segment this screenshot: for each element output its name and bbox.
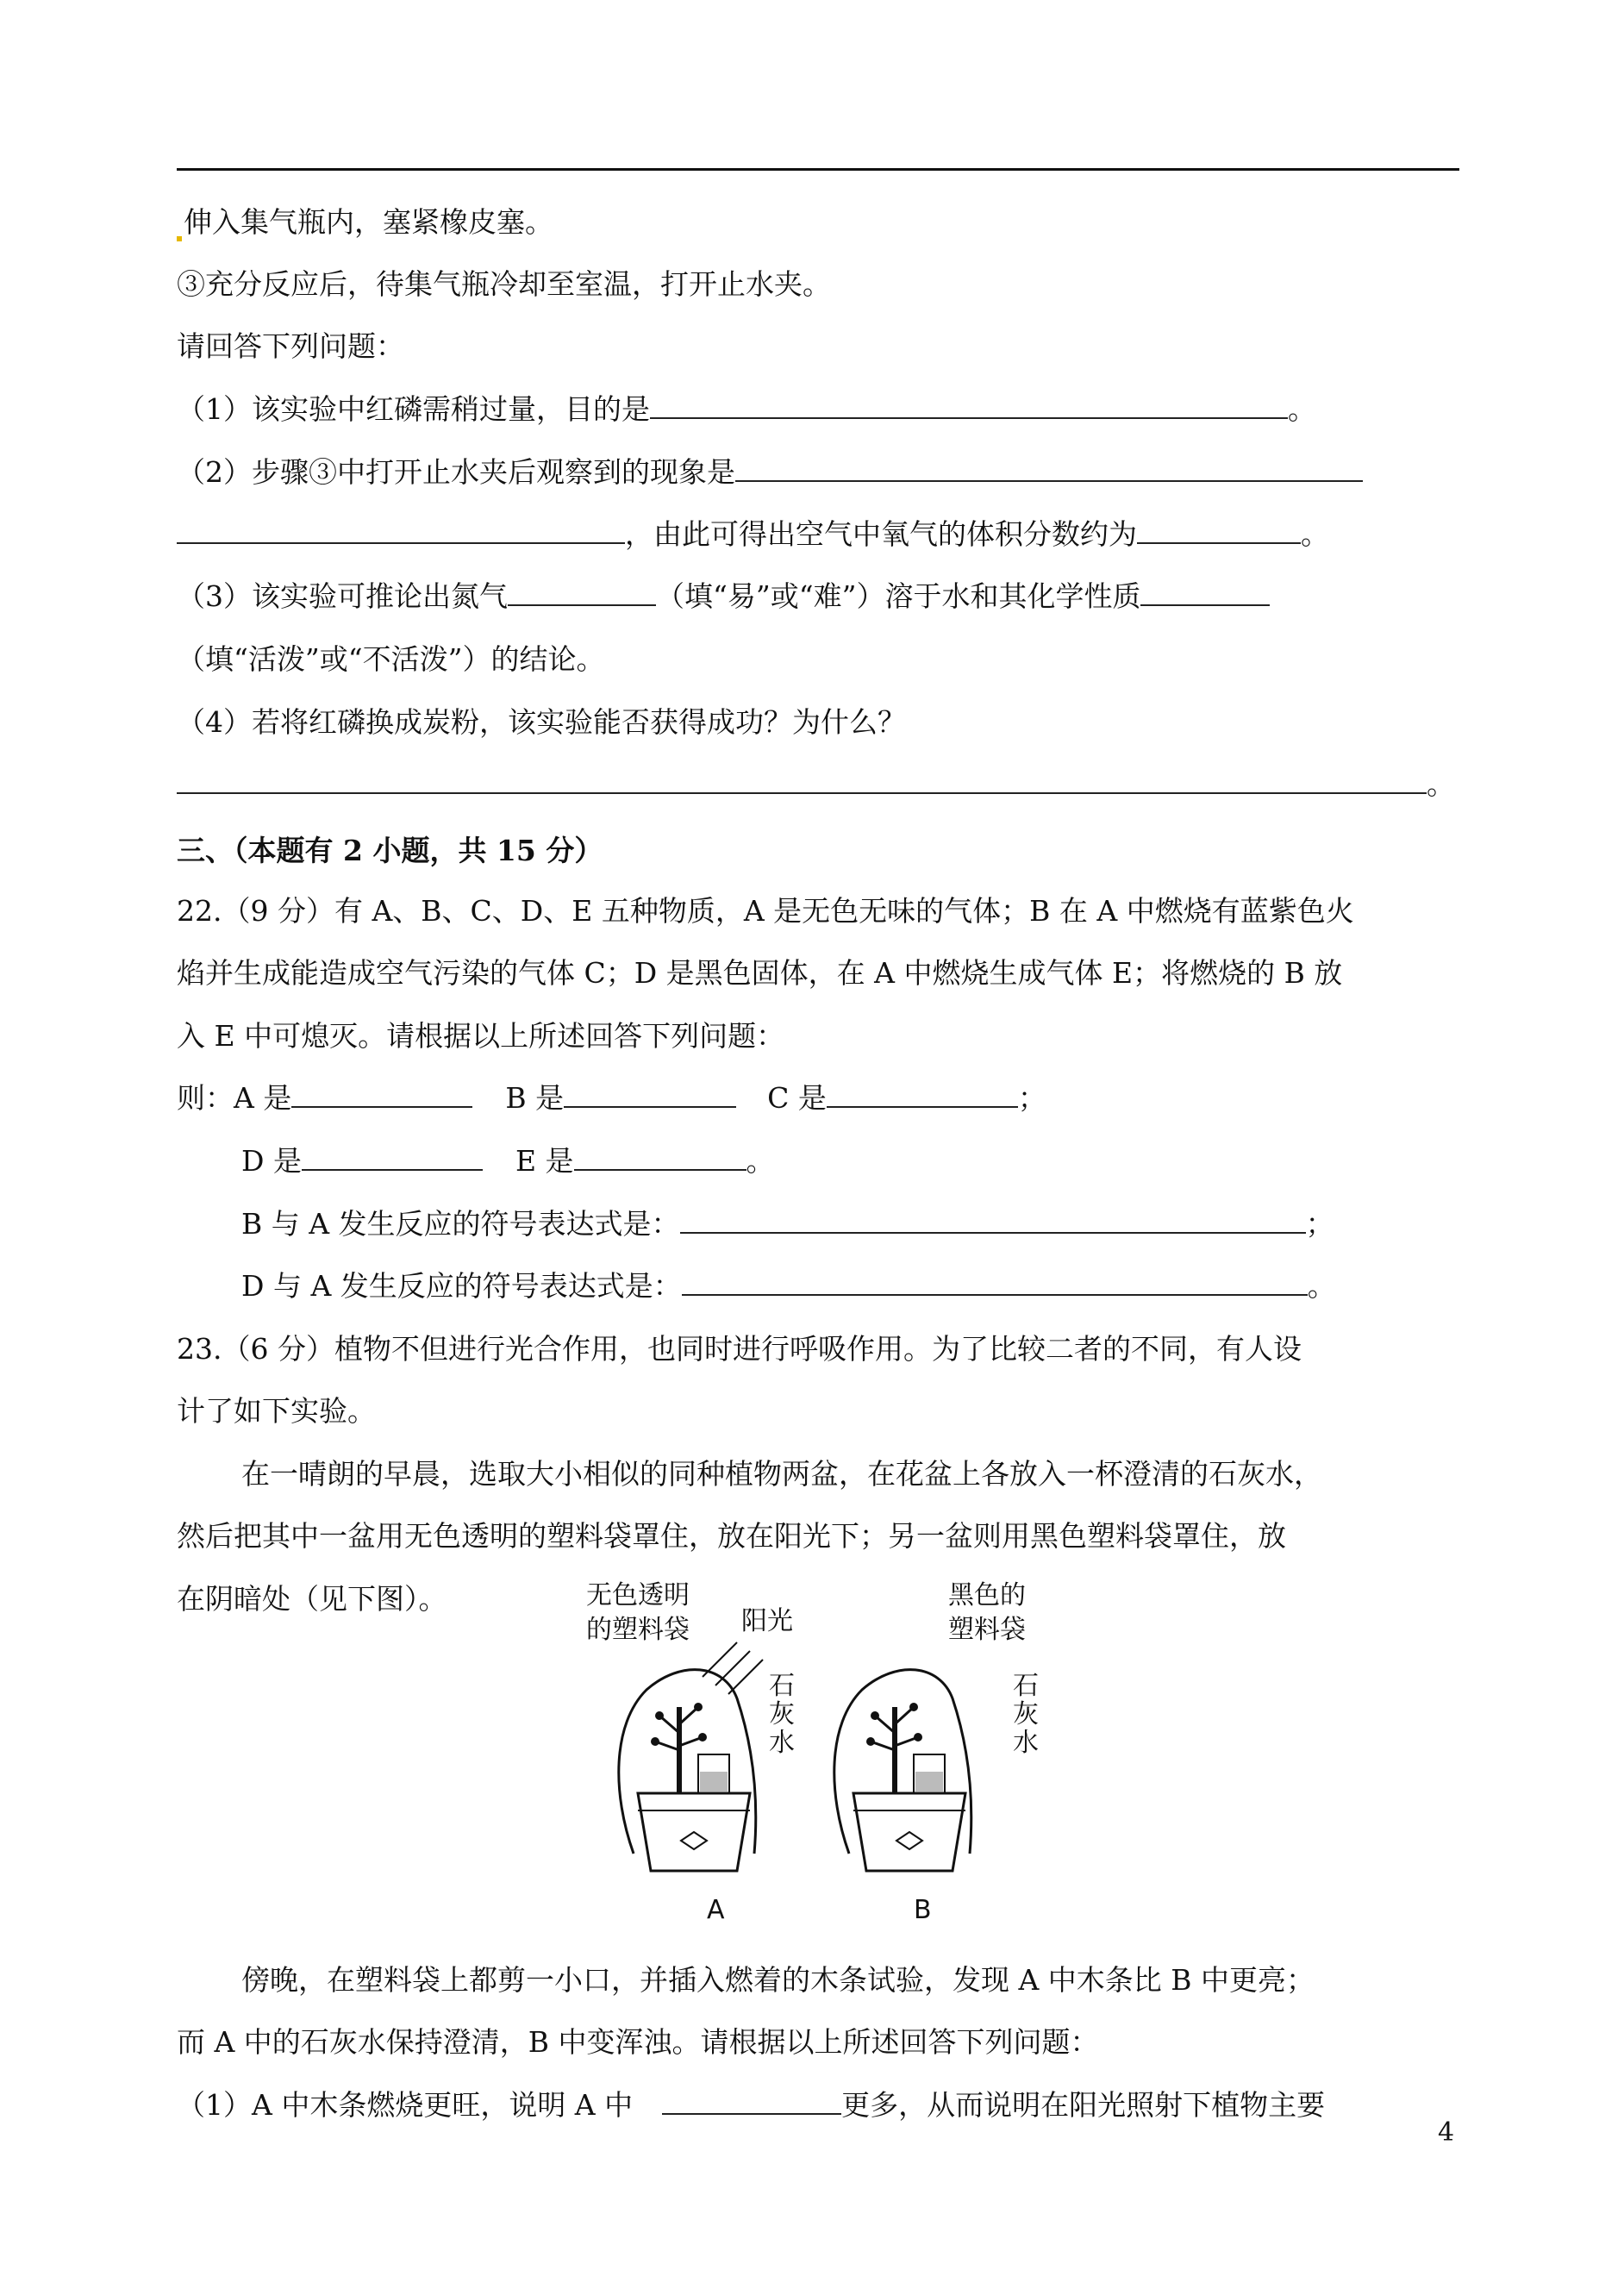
answer-blank[interactable] (662, 2087, 841, 2115)
punctuation: 。 (746, 1144, 775, 1178)
question-2 (177, 453, 1363, 491)
question-23-1 (177, 2086, 1325, 2124)
question-text: （2）步骤③中打开止水夹后观察到的现象是 (177, 455, 735, 489)
question-text: （3）该实验可推论出氮气 (177, 579, 508, 613)
punctuation: ； (1017, 1081, 1046, 1115)
answer-row-abc (177, 1079, 1046, 1117)
label-lime-a-2: 灰 (769, 1699, 795, 1729)
answer-blank[interactable] (1140, 578, 1270, 606)
equation-label: B 与 A 发生反应的符号表达式是： (241, 1207, 680, 1241)
header-rule (177, 168, 1459, 171)
punctuation: 。 (1288, 392, 1316, 426)
text-line: 入 E 中可熄灭。请根据以上所述回答下列问题： (177, 1019, 785, 1053)
label-sunlight: 阳光 (741, 1606, 793, 1636)
answer-label-a: 则：A 是 (177, 1081, 292, 1115)
label-b: B (914, 1895, 932, 1923)
question-text: （1）A 中木条燃烧更旺，说明 A 中 (177, 2088, 634, 2122)
text-line: 焰并生成能造成空气污染的气体 C；D 是黑色固体，在 A 中燃烧生成气体 E；将燃烧的 B 放 (177, 956, 1343, 990)
text-line: 然后把其中一盆用无色透明的塑料袋罩住，放在阳光下；另一盆则用黑色塑料袋罩住，放 (177, 1519, 1286, 1553)
answer-blank[interactable] (680, 1206, 1306, 1234)
punctuation: 。 (1427, 767, 1455, 801)
answer-blank[interactable] (735, 454, 1363, 482)
text-line: 请回答下列问题： (177, 329, 404, 363)
answer-label-e: E 是 (515, 1144, 574, 1178)
text-line: 计了如下实验。 (177, 1394, 376, 1428)
label-black-bag-2: 塑料袋 (948, 1615, 1026, 1645)
question-2-cont (177, 516, 1329, 553)
text-line (177, 203, 553, 241)
question-text: （1）该实验中红磷需稍过量，目的是 (177, 392, 650, 426)
question-text: ，由此可得出空气中氧气的体积分数约为 (625, 517, 1137, 551)
label-lime-a-1: 石 (769, 1671, 795, 1701)
answer-label-c: C 是 (767, 1081, 827, 1115)
equation-label: D 与 A 发生反应的符号表达式是： (241, 1269, 682, 1303)
bag-a-outline (619, 1670, 756, 1854)
text-line: 23.（6 分）植物不但进行光合作用，也同时进行呼吸作用。为了比较二者的不同，有人设 (177, 1332, 1302, 1366)
answer-blank[interactable] (650, 391, 1288, 419)
question-4: （4）若将红磷换成炭粉，该实验能否获得成功？为什么？ (177, 705, 906, 739)
punctuation: 。 (1301, 517, 1329, 551)
answer-blank-e[interactable] (574, 1143, 746, 1171)
answer-blank[interactable] (1137, 516, 1301, 544)
answer-row-de (241, 1142, 775, 1180)
question-4-answer (177, 766, 1455, 804)
answer-blank-d[interactable] (302, 1143, 483, 1171)
answer-blank-a[interactable] (291, 1080, 472, 1108)
label-lime-a-3: 水 (769, 1728, 795, 1758)
punctuation: ； (1305, 1207, 1334, 1241)
text-line: 在阴暗处（见下图）。 (177, 1582, 447, 1616)
answer-blank[interactable] (177, 516, 625, 544)
answer-label-d: D 是 (241, 1144, 302, 1178)
text-line: 在一晴朗的早晨，选取大小相似的同种植物两盆，在花盆上各放入一杯澄清的石灰水， (241, 1457, 1322, 1491)
text-line: 而 A 中的石灰水保持澄清，B 中变浑浊。请根据以上所述回答下列问题： (177, 2025, 1099, 2059)
line-text: 伸入集气瓶内，塞紧橡皮塞。 (184, 205, 553, 239)
question-text: 更多，从而说明在阳光照射下植物主要 (841, 2088, 1326, 2122)
label-lime-b-2: 灰 (1013, 1699, 1039, 1729)
equation-ba (241, 1205, 1334, 1243)
text-line: ③充分反应后，待集气瓶冷却至室温，打开止水夹。 (177, 267, 831, 301)
text-line: 22.（9 分）有 A、B、C、D、E 五种物质，A 是无色无味的气体；B 在 A 中燃烧有蓝紫色火 (177, 894, 1354, 928)
answer-blank[interactable] (682, 1268, 1308, 1296)
text-line: 傍晚，在塑料袋上都剪一小口，并插入燃着的木条试验，发现 A 中木条比 B 中更亮； (241, 1963, 1315, 1997)
equation-da (241, 1267, 1336, 1305)
highlight-mark (177, 236, 182, 241)
label-clear-bag-2: 的塑料袋 (586, 1615, 690, 1645)
page-number: 4 (1438, 2117, 1455, 2148)
question-1 (177, 391, 1316, 428)
answer-blank[interactable] (508, 578, 656, 606)
question-text: （填“易”或“难”）溶于水和其化学性质 (656, 579, 1141, 613)
question-3 (177, 578, 1270, 616)
label-lime-b-1: 石 (1013, 1671, 1039, 1701)
label-a: A (707, 1895, 725, 1923)
answer-blank-b[interactable] (564, 1080, 736, 1108)
bag-b-outline (834, 1670, 971, 1854)
answer-blank-c[interactable] (827, 1080, 1018, 1108)
plant-experiment-figure (552, 1578, 1069, 1923)
punctuation: 。 (1307, 1269, 1336, 1303)
question-3-cont: （填“活泼”或“不活泼”）的结论。 (177, 642, 605, 676)
label-clear-bag-1: 无色透明 (586, 1580, 690, 1610)
section-heading: 三、（本题有 2 小题，共 15 分） (177, 834, 603, 867)
label-lime-b-3: 水 (1013, 1728, 1039, 1758)
answer-blank[interactable] (177, 766, 1427, 794)
answer-label-b: B 是 (505, 1081, 565, 1115)
label-black-bag-1: 黑色的 (948, 1580, 1026, 1610)
